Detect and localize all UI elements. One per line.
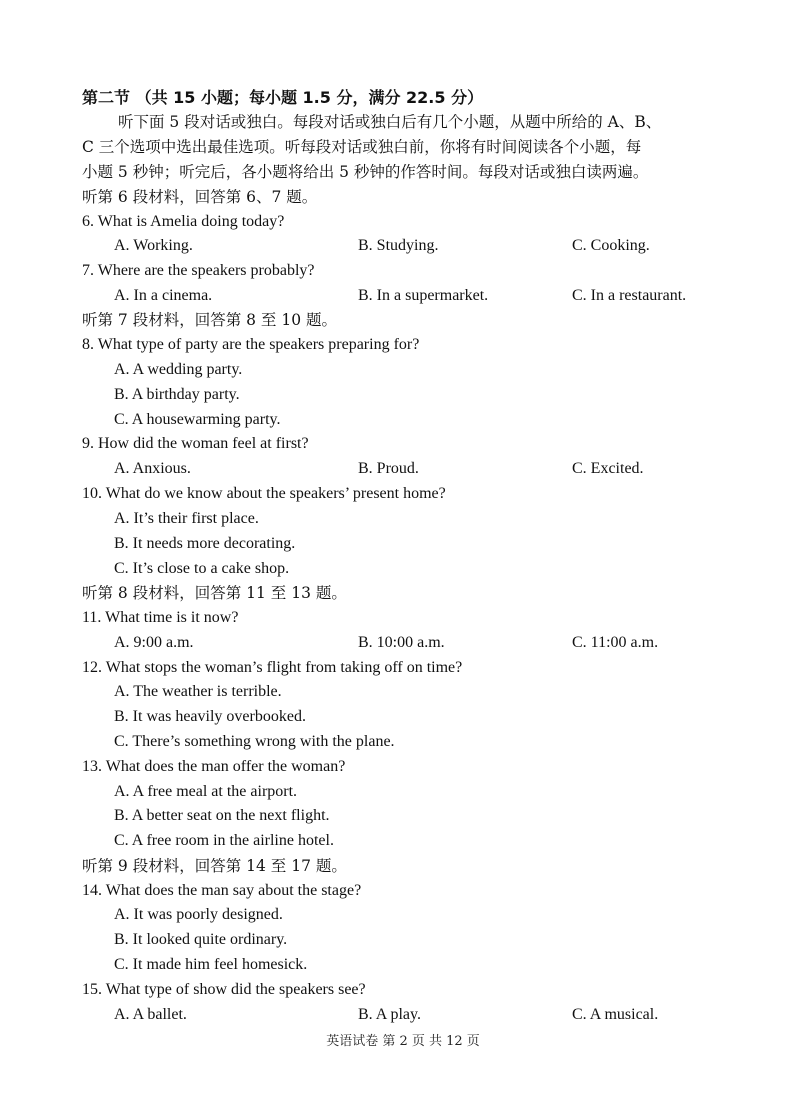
- passage-intro: 听第 6 段材料，回答第 6、7 题。: [82, 188, 318, 206]
- question-stem: 6. What is Amelia doing today?: [82, 213, 285, 230]
- passage-intro: 听第 9 段材料，回答第 14 至 17 题。: [82, 857, 347, 875]
- question-stem: 8. What type of party are the speakers preparing for?: [82, 336, 420, 353]
- instruction-line: C 三个选项中选出最佳选项。听每段对话或独白前，你将有时间阅读各个小题，每: [82, 138, 642, 156]
- option-c: C. It’s close to a cake shop.: [114, 560, 290, 577]
- page-footer: 英语试卷 第 2 页 共 12 页: [326, 1034, 480, 1049]
- question-stem: 12. What stops the woman’s flight from taking off on time?: [82, 659, 463, 676]
- question-stem: 14. What does the man say about the stage?: [82, 882, 362, 899]
- option-row: [0, 1005, 806, 1025]
- option-b: B. It needs more decorating.: [114, 535, 296, 552]
- option-a: A. A wedding party.: [114, 361, 243, 378]
- option-a: A. Working.: [114, 237, 193, 254]
- section-header: 第二节 （共 15 小题；每小题 1.5 分，满分 22.5 分）: [82, 88, 484, 107]
- option-a: A. Anxious.: [114, 460, 191, 477]
- option-a: A. A ballet.: [114, 1006, 187, 1023]
- option-row: [0, 633, 806, 653]
- option-c: C. In a restaurant.: [572, 287, 687, 304]
- instruction-line: 小题 5 秒钟；听完后，各小题将给出 5 秒钟的作答时间。每段对话或独白读两遍。: [82, 163, 649, 181]
- option-c: C. A housewarming party.: [114, 411, 281, 428]
- option-b: B. In a supermarket.: [358, 287, 489, 304]
- option-c: C. A free room in the airline hotel.: [114, 832, 334, 849]
- option-b: B. It was heavily overbooked.: [114, 708, 306, 725]
- option-b: B. A play.: [358, 1006, 421, 1023]
- question-stem: 15. What type of show did the speakers see?: [82, 981, 366, 998]
- option-c: C. It made him feel homesick.: [114, 956, 308, 973]
- option-a: A. In a cinema.: [114, 287, 213, 304]
- question-stem: 7. Where are the speakers probably?: [82, 262, 315, 279]
- option-row: [0, 286, 806, 306]
- option-a: A. The weather is terrible.: [114, 683, 282, 700]
- instruction-line: 听下面 5 段对话或独白。每段对话或独白后有几个小题，从题中所给的 A、B、: [118, 113, 662, 131]
- question-stem: 9. How did the woman feel at first?: [82, 435, 309, 452]
- option-b: B. It looked quite ordinary.: [114, 931, 288, 948]
- question-stem: 10. What do we know about the speakers’ present home?: [82, 485, 446, 502]
- option-c: C. There’s something wrong with the plane.: [114, 733, 395, 750]
- question-stem: 11. What time is it now?: [82, 609, 239, 626]
- option-c: C. A musical.: [572, 1006, 659, 1023]
- option-a: A. 9:00 a.m.: [114, 634, 194, 651]
- option-b: B. 10:00 a.m.: [358, 634, 445, 651]
- option-row: [0, 236, 806, 256]
- option-c: C. Cooking.: [572, 237, 650, 254]
- option-b: B. A better seat on the next flight.: [114, 807, 330, 824]
- option-row: [0, 459, 806, 479]
- question-stem: 13. What does the man offer the woman?: [82, 758, 346, 775]
- option-b: B. A birthday party.: [114, 386, 240, 403]
- option-b: B. Studying.: [358, 237, 439, 254]
- option-b: B. Proud.: [358, 460, 419, 477]
- option-a: A. A free meal at the airport.: [114, 783, 298, 800]
- option-a: A. It’s their first place.: [114, 510, 259, 527]
- option-c: C. Excited.: [572, 460, 644, 477]
- passage-intro: 听第 8 段材料，回答第 11 至 13 题。: [82, 584, 347, 602]
- option-c: C. 11:00 a.m.: [572, 634, 659, 651]
- option-a: A. It was poorly designed.: [114, 906, 283, 923]
- passage-intro: 听第 7 段材料，回答第 8 至 10 题。: [82, 311, 338, 329]
